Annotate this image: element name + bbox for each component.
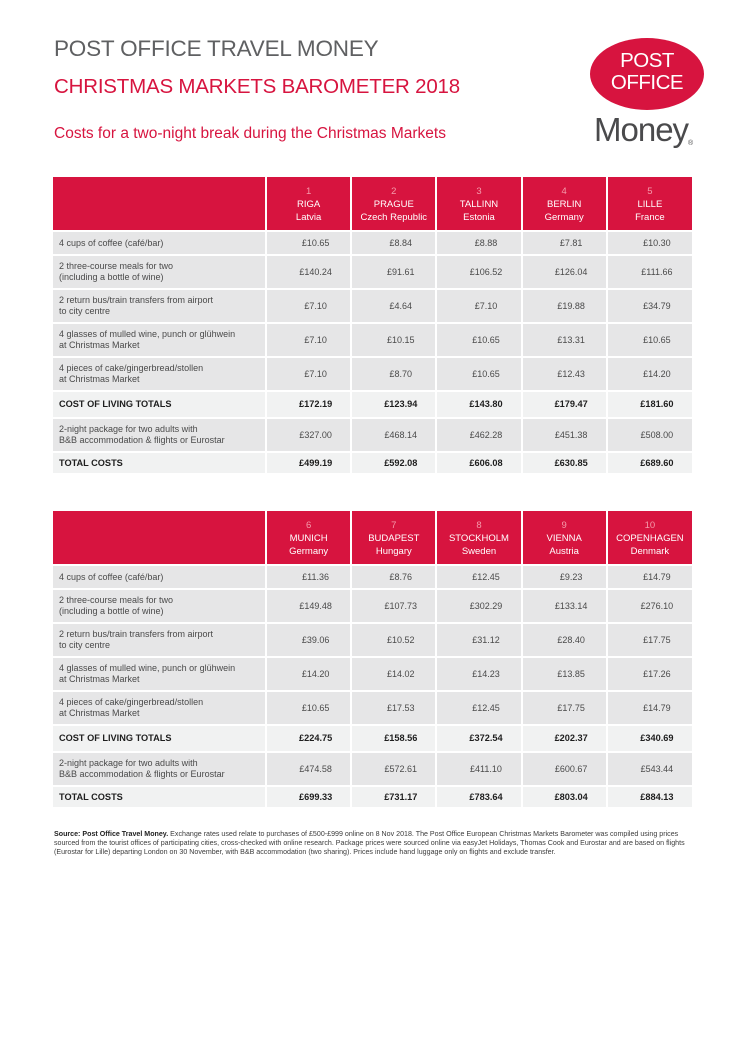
table-row-total-costs [53,452,692,474]
row-label [53,589,266,623]
row-label [53,357,266,391]
table-row-package [53,752,692,786]
cell-value: £111.66 [607,255,692,289]
table-row-mulled-wine [53,657,692,691]
city-country: Hungary [375,546,412,557]
row-label [53,752,266,786]
row-label: TOTAL COSTS [53,786,266,808]
cell-value: £462.28 [436,418,521,452]
cell-value: £17.75 [607,623,692,657]
row-label-line: B&B accommodation & flights or Eurostar [59,769,225,779]
city-header [607,511,692,565]
table-row-mulled-wine [53,323,692,357]
cell-value: £31.12 [436,623,521,657]
cell-value: £699.33 [266,786,351,808]
cell-value: £884.13 [607,786,692,808]
table-row-total-costs [53,786,692,808]
row-label-line: 4 pieces of cake/gingerbread/stollen [59,697,204,707]
cell-value: £123.94 [351,391,436,418]
cell-value: £149.48 [266,589,351,623]
city-header [351,511,436,565]
cell-value: £10.52 [351,623,436,657]
row-label-line: B&B accommodation & flights or Eurostar [59,435,225,445]
row-label [53,255,266,289]
city-name: VIENNA [546,533,582,544]
city-rank: 9 [561,520,567,531]
cell-value: £143.80 [436,391,521,418]
cell-value: £543.44 [607,752,692,786]
table-row-coffee [53,231,692,255]
row-label [53,623,266,657]
row-label-line: (including a bottle of wine) [59,606,164,616]
cell-value: £12.45 [436,565,521,589]
city-rank: 6 [305,520,312,531]
registered-mark-icon: ® [688,140,694,147]
cell-value: £276.10 [607,589,692,623]
logo-line-office: OFFICE [610,71,684,94]
table-row-coffee [53,565,692,589]
cell-value: £224.75 [266,725,351,752]
cell-value: £411.10 [436,752,521,786]
table-header-row [53,511,692,565]
cell-value: £106.52 [436,255,521,289]
cell-value: £10.65 [607,323,692,357]
city-name: COPENHAGEN [616,533,684,544]
barometer-table-2 [53,511,692,809]
cell-value: £630.85 [522,452,607,474]
post-office-money-logo [590,38,706,153]
row-label: TOTAL COSTS [53,452,266,474]
logo-oval-text [590,50,704,94]
row-label [53,418,266,452]
logo-wordmark: Money [594,111,689,148]
row-label-line: 4 glasses of mulled wine, punch or glühwein [59,329,236,339]
cell-value: £11.36 [266,565,351,589]
city-header [436,177,521,231]
city-name: LILLE [637,199,663,210]
row-label: COST OF LIVING TOTALS [53,391,266,418]
city-header [607,177,692,231]
cell-value: £7.81 [522,231,607,255]
row-label-line: to city centre [59,306,111,316]
cell-value: £17.26 [607,657,692,691]
cell-value: £28.40 [522,623,607,657]
cell-value: £592.08 [351,452,436,474]
city-rank: 1 [305,186,312,197]
cell-value: £14.02 [351,657,436,691]
source-footnote [54,830,704,858]
barometer-table-1 [53,177,692,475]
city-header [522,511,607,565]
cell-value: £8.76 [351,565,436,589]
city-country: Estonia [463,212,495,223]
city-country: Latvia [295,212,322,223]
city-rank: 4 [561,186,567,197]
cell-value: £451.38 [522,418,607,452]
row-label-line: at Christmas Market [59,674,140,684]
table-row-meals [53,255,692,289]
cell-value: £107.73 [351,589,436,623]
row-label-line: 2-night package for two adults with [59,758,198,768]
table-row-meals [53,589,692,623]
logo-oval-icon [590,38,704,110]
cell-value: £13.85 [522,657,607,691]
page-title: POST OFFICE TRAVEL MONEY [54,36,379,61]
cell-value: £606.08 [436,452,521,474]
city-name: TALLINN [459,199,499,210]
cell-value: £158.56 [351,725,436,752]
source-label: Source: Post Office Travel Money. [54,830,169,838]
cell-value: £10.65 [436,323,521,357]
table-row-cost-of-living-total [53,391,692,418]
cell-value: £9.23 [522,565,607,589]
row-label-line: to city centre [59,640,111,650]
city-country: Denmark [630,546,670,557]
cell-value: £14.20 [266,657,351,691]
header-blank-cell [53,511,266,565]
cell-value: £8.84 [351,231,436,255]
city-country: Germany [544,212,584,223]
cell-value: £7.10 [266,289,351,323]
cell-value: £12.45 [436,691,521,725]
row-label-line: at Christmas Market [59,374,140,384]
cell-value: £17.75 [522,691,607,725]
city-name: MUNICH [289,533,328,544]
cell-value: £7.10 [266,357,351,391]
row-label: 4 cups of coffee (café/bar) [53,231,266,255]
cell-value: £34.79 [607,289,692,323]
cell-value: £126.04 [522,255,607,289]
cell-value: £10.30 [607,231,692,255]
cell-value: £140.24 [266,255,351,289]
row-label-line: 2 return bus/train transfers from airport [59,295,214,305]
cell-value: £181.60 [607,391,692,418]
row-label-line: (including a bottle of wine) [59,272,164,282]
row-label-line: at Christmas Market [59,708,140,718]
cell-value: £302.29 [436,589,521,623]
cell-value: £13.31 [522,323,607,357]
cell-value: £803.04 [522,786,607,808]
city-header [266,511,351,565]
city-name: BERLIN [547,199,582,210]
city-rank: 7 [391,520,397,531]
city-country: Austria [549,546,579,557]
city-header [436,511,521,565]
cell-value: £7.10 [436,289,521,323]
cell-value: £17.53 [351,691,436,725]
city-header [522,177,607,231]
row-label-line: 2 three-course meals for two [59,261,174,271]
cell-value: £10.65 [266,231,351,255]
table-header-row [53,177,692,231]
row-label-line: 2 return bus/train transfers from airport [59,629,214,639]
cell-value: £14.79 [607,691,692,725]
cell-value: £39.06 [266,623,351,657]
city-header [266,177,351,231]
row-label [53,657,266,691]
cell-value: £4.64 [351,289,436,323]
cell-value: £133.14 [522,589,607,623]
row-label [53,691,266,725]
header-blank-cell [53,177,266,231]
cell-value: £508.00 [607,418,692,452]
row-label: COST OF LIVING TOTALS [53,725,266,752]
cell-value: £14.79 [607,565,692,589]
city-country: Germany [289,546,329,557]
section-heading: Costs for a two-night break during the Christmas Markets [54,125,446,142]
table-row-cake [53,357,692,391]
city-header [351,177,436,231]
table-row-package [53,418,692,452]
cell-value: £8.88 [436,231,521,255]
cell-value: £474.58 [266,752,351,786]
city-rank: 10 [644,520,656,531]
logo-line-post: POST [620,49,674,72]
row-label-line: at Christmas Market [59,340,140,350]
cell-value: £731.17 [351,786,436,808]
city-rank: 2 [391,186,397,197]
city-name: PRAGUE [373,199,414,210]
cell-value: £10.15 [351,323,436,357]
cell-value: £327.00 [266,418,351,452]
cell-value: £202.37 [522,725,607,752]
cell-value: £600.67 [522,752,607,786]
cell-value: £172.19 [266,391,351,418]
cell-value: £372.54 [436,725,521,752]
city-name: RIGA [296,199,321,210]
cell-value: £14.23 [436,657,521,691]
cell-value: £8.70 [351,357,436,391]
row-label-line: 4 glasses of mulled wine, punch or glühwein [59,663,236,673]
cell-value: £19.88 [522,289,607,323]
table-row-transfers [53,289,692,323]
table-row-cake [53,691,692,725]
city-country: France [635,212,665,223]
cell-value: £14.20 [607,357,692,391]
row-label: 4 cups of coffee (café/bar) [53,565,266,589]
cell-value: £572.61 [351,752,436,786]
cell-value: £91.61 [351,255,436,289]
city-rank: 3 [476,186,482,197]
cell-value: £340.69 [607,725,692,752]
city-name: STOCKHOLM [448,533,509,544]
cell-value: £10.65 [266,691,351,725]
city-rank: 5 [647,186,653,197]
footnote-text: Exchange rates used relate to purchases of £500-£999 online on 8 Nov 2018. The Post Office European Christmas Markets Barometer was compiled using prices sourced from the tourist offices of participating cities, cross-checked with online research. Package prices were sourced online via easyJet Holidays, Thomas Cook and Eurostar and are based on flights (Eurostar for Lille) departing London on 30 November, with B&B accommodation (two sharing). Prices include hand luggage only on flights and exclude transfer. [54,830,685,857]
row-label-line: 4 pieces of cake/gingerbread/stollen [59,363,204,373]
cell-value: £12.43 [522,357,607,391]
cell-value: £10.65 [436,357,521,391]
table-row-cost-of-living-total [53,725,692,752]
cell-value: £783.64 [436,786,521,808]
city-country: Sweden [461,546,497,557]
city-name: BUDAPEST [368,533,420,544]
row-label [53,289,266,323]
table-row-transfers [53,623,692,657]
row-label [53,323,266,357]
city-rank: 8 [476,520,482,531]
city-country: Czech Republic [360,212,428,223]
page-subtitle-barometer: CHRISTMAS MARKETS BAROMETER 2018 [54,75,460,98]
cell-value: £468.14 [351,418,436,452]
cell-value: £689.60 [607,452,692,474]
cell-value: £499.19 [266,452,351,474]
cell-value: £179.47 [522,391,607,418]
row-label-line: 2-night package for two adults with [59,424,198,434]
row-label-line: 2 three-course meals for two [59,595,174,605]
cell-value: £7.10 [266,323,351,357]
